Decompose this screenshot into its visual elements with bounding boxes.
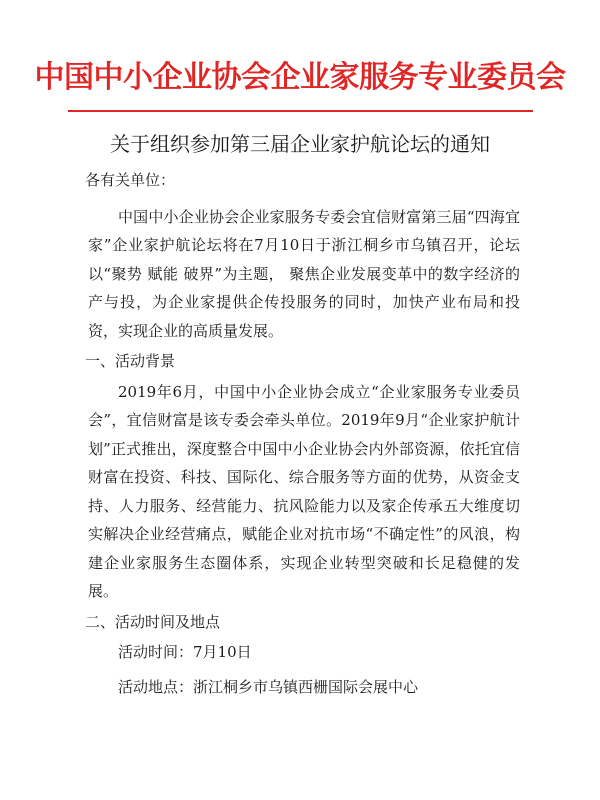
notice-body [85,166,520,701]
section-heading-background: 一、活动背景 [85,352,176,370]
intro-paragraph: 中国中小企业协会企业家服务专委会宜信财富第三届“四海宜家”企业家护航论坛将在7月10日于浙江桐乡市乌镇召开，论坛以“聚势 赋能 破界”为主题， 聚焦企业发展变革中的数字经济的产与投，为企业家提供企传投服务的同时，加快产业布局和投资，实现企业的高质量发展。 [88,207,520,340]
background-paragraph: 2019年6月，中国中小企业协会成立“企业家服务专业委员会”，宜信财富是该专委会牵头单位。2019年9月“企业家护航计划”正式推出，深度整合中国中小企业协会内外部资源，依托宜信财富在投资、科技、国际化、综合服务等方面的优势，从资金支持、人力服务、经营能力、抗风险能力以及家企传承五大维度切实解决企业经营痛点，赋能企业对抗市场“不确定性”的风浪，构建企业家服务生态圈体系，实现企业转型突破和长足稳健的发展。 [88,382,520,600]
letterhead-rule [68,110,533,112]
letterhead-org-name: 中国中小企业协会企业家服务专业委员会 [34,60,566,95]
salutation: 各有关单位： [85,171,176,189]
notice-title: 关于组织参加第三届企业家护航论坛的通知 [110,132,490,156]
event-time: 活动时间：7月10日 [118,643,252,661]
section-heading-time-place: 二、活动时间及地点 [85,612,221,631]
event-place: 活动地点：浙江桐乡市乌镇西栅国际会展中心 [118,677,419,696]
